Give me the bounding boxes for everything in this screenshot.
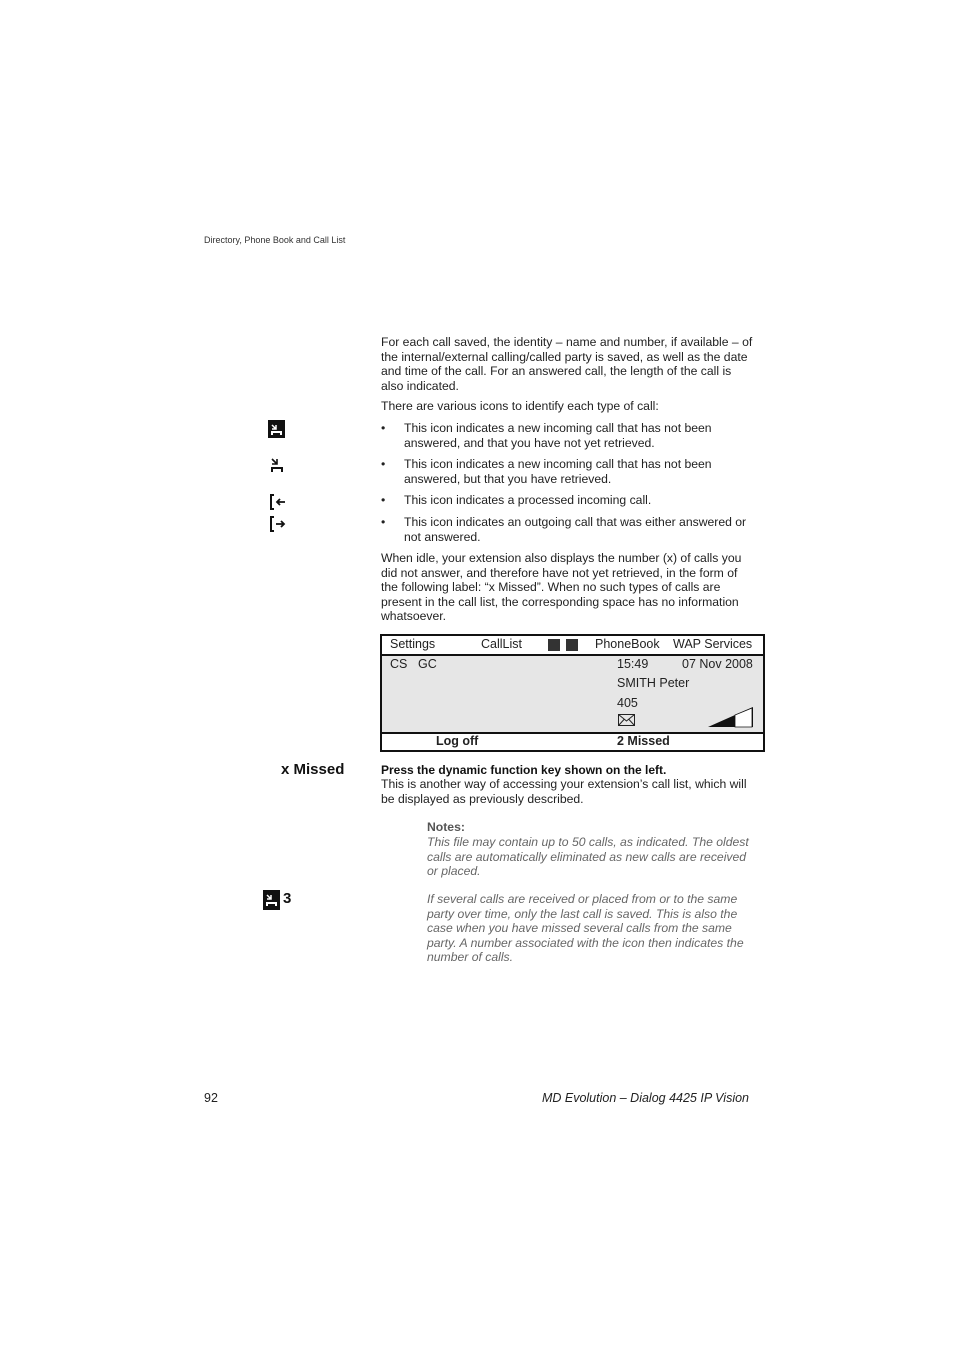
missed-unretrieved-call-icon [268,420,285,443]
softkey-log-off: Log off [436,734,479,748]
processed-incoming-call-icon [269,493,287,516]
display-name: SMITH Peter [617,676,690,690]
running-header: Directory, Phone Book and Call List [204,235,346,245]
icon-description: This icon indicates a processed incoming call. [404,493,652,507]
display-menu-bar [382,636,763,656]
envelope-icon [618,714,635,729]
document-title: MD Evolution – Dialog 4425 IP Vision [541,1091,749,1105]
instruction-description: This is another way of accessing your extension’s call list, which will be displayed as previously described. [381,777,747,806]
status-block-icon [566,639,578,651]
menu-phonebook: PhoneBook [595,637,660,651]
menu-settings: Settings [390,637,436,651]
menu-calllist: CallList [481,637,522,651]
missed-retrieved-call-icon [268,456,285,479]
page-number: 92 [204,1091,218,1105]
display-softkey-bar [382,732,763,750]
softkey-missed: 2 Missed [617,734,670,748]
idle-paragraph: When idle, your extension also displays the number (x) of calls you did not answer, and therefore have not yet retrieved, in the form of the following label: “x Missed”. When no such types of calls are present in the call list, the corresponding space has no information whatsoever. [381,551,742,623]
bullet-mark: • [381,493,386,507]
notes-heading: Notes: [427,820,465,834]
instruction-text: Press the dynamic function key shown on the left. [381,763,667,777]
status-block-icon [548,639,560,651]
bullet-mark: • [381,421,386,435]
icon-description: This icon indicates a new incoming call that has not been answered, and that you have not yet retrieved. [404,421,712,450]
icon-description: This icon indicates an outgoing call that was either answered or not answered. [404,515,747,544]
phone-display [380,634,765,752]
outgoing-call-icon [269,515,287,538]
bullet-mark: • [381,457,386,471]
note-text: This file may contain up to 50 calls, as indicated. The oldest calls are automatically eliminated as new calls are received or placed. [427,835,749,878]
status-cs: CS [390,657,408,671]
display-date: 07 Nov 2008 [682,657,753,671]
x-missed-key-label: x Missed [281,761,345,778]
display-number: 405 [617,696,638,710]
status-gc: GC [418,657,437,671]
volume-level-icon [708,706,754,731]
menu-wap-services: WAP Services [673,637,753,651]
call-count-number: 3 [283,890,292,907]
note-text: If several calls are received or placed from or to the same party over time, only the last call is saved. This is also the case when you have missed several calls from the same party. A number associated with the icon then indicates the number of calls. [427,892,744,964]
display-time: 15:49 [617,657,649,671]
missed-call-count-icon [263,890,280,915]
icon-description: This icon indicates a new incoming call that has not been answered, but that you have retrieved. [404,457,712,486]
intro-paragraph: For each call saved, the identity – name and number, if available – of the internal/external calling/called party is saved, as well as the date and time of the call. For an answered call, the length of the call is also indicated. [381,335,753,393]
bullet-mark: • [381,515,386,529]
icons-intro: There are various icons to identify each type of call: [381,399,659,413]
